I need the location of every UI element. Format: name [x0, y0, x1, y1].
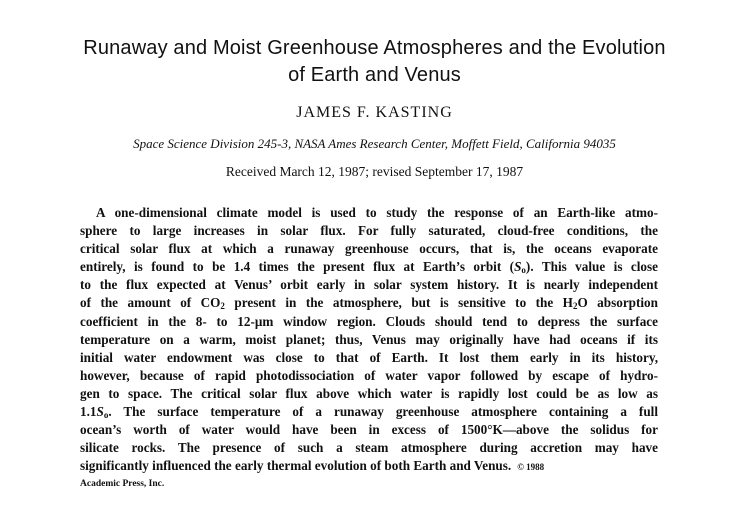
abstract-line: critical solar flux at which a runaway greenhouse occurs, that is, the oceans evaporate — [80, 241, 658, 257]
abstract-line: ocean’s worth of water would have been in excess of 1500°K—above the solidus for — [80, 422, 658, 438]
abstract-line: sphere to large increases in solar flux. For fully saturated, cloud-free conditions, the — [80, 223, 658, 239]
author-name: JAMES F. KASTING — [296, 104, 453, 121]
copyright-notice: © 1988 — [517, 462, 545, 473]
abstract-line: A one-dimensional climate model is used to study the response of an Earth-like atmo- — [96, 205, 658, 220]
paper-title — [40, 35, 709, 89]
publisher-name: Academic Press, Inc. — [80, 479, 165, 489]
abstract-line: silicate rocks. The presence of such a steam atmosphere during accretion may have — [80, 440, 658, 456]
abstract-line: initial water endowment was close to that of Earth. It lost them early in its history, — [80, 349, 658, 365]
abstract-line: $1.1S_o$. The surface temperature of a runaway greenhouse atmosphere containing a full — [80, 404, 658, 421]
paper-title-line-2: of Earth and Venus — [288, 64, 461, 86]
abstract-line: temperature on a warm, moist planet; thus, Venus may originally have had oceans if its — [80, 331, 658, 347]
abstract-line: however, because of rapid photodissociation of water vapor followed by escape of hydro- — [80, 367, 658, 383]
author-affiliation: Space Science Division 245-3, NASA Ames Research Center, Moffett Field, California 94035 — [133, 136, 616, 151]
abstract-line: of the amount of $CO_2$ present in the atmosphere, but is sensitive to the $H_2O$ absorption — [80, 295, 658, 312]
received-dates: Received March 12, 1987; revised September 17, 1987 — [225, 164, 524, 179]
abstract-line: coefficient in the 8- to 12-μm window region. Clouds should tend to depress the surface — [80, 313, 658, 329]
abstract — [80, 204, 658, 476]
abstract-line: to the flux expected at Venus’ orbit early in solar system history. It is nearly independent — [80, 277, 658, 293]
abstract-line: significantly influenced the early thermal evolution of both Earth and Venus. © 1988 — [80, 458, 545, 474]
abstract-line: gen to space. The critical solar flux above which water is rapidly lost could be as low as — [80, 385, 658, 401]
paper-title-line-1: Runaway and Moist Greenhouse Atmospheres and the Evolution — [83, 37, 666, 59]
abstract-line: entirely, is found to be 1.4 times the present flux at Earth’s orbit $(S_o)$. This value is close — [80, 259, 659, 276]
